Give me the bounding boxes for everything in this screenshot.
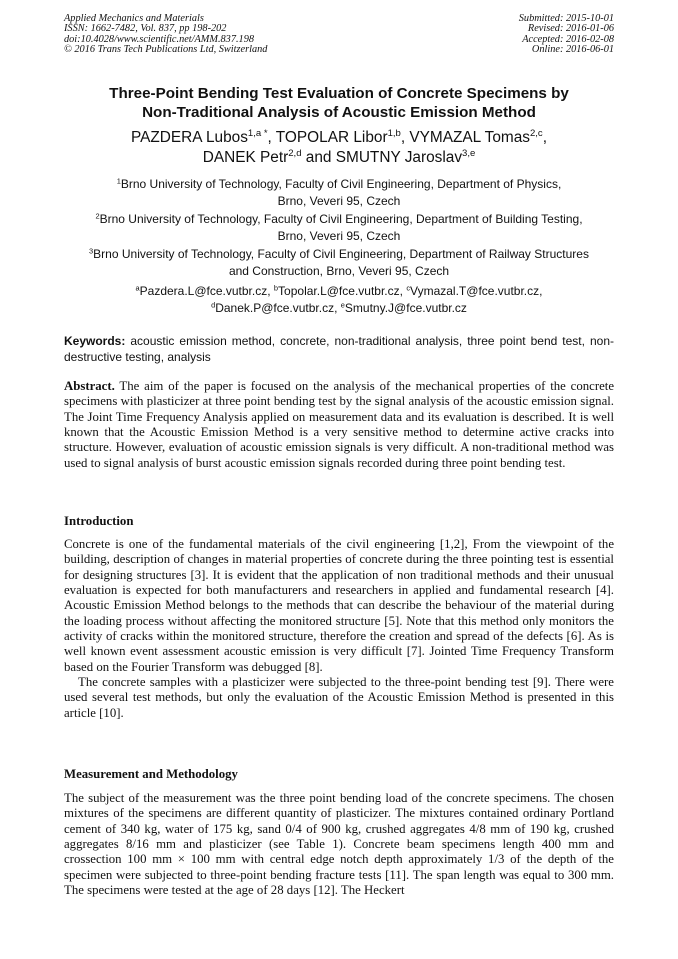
author-affil-sup: 1,a *	[247, 128, 268, 140]
author-affil-sup: 2,d	[288, 147, 302, 159]
email-link[interactable]: Pazdera.L@fce.vutbr.cz,	[139, 284, 271, 298]
affiliation-2	[64, 211, 614, 244]
email-link[interactable]: Smutny.J@fce.vutbr.cz	[344, 300, 467, 315]
email-line-1	[64, 283, 614, 300]
affiliation-line	[64, 176, 614, 193]
date-revised: Revised: 2016-01-06	[527, 23, 614, 35]
journal-doi: doi:10.4028/www.scientific.net/AMM.837.198	[64, 33, 254, 45]
affiliation-text: Brno, Veveri 95, Czech	[277, 228, 401, 243]
title-line-2: Non-Traditional Analysis of Acoustic Emission Method	[142, 104, 536, 121]
introduction-paragraph-2: The concrete samples with a plasticizer were subjected to the three-point bending test [9]. There were used several test methods, but only the evaluation of the Acoustic Emission Method is presented in this article [10].	[64, 675, 614, 720]
author-line-1	[64, 128, 614, 148]
methodology-heading: Measurement and Methodology	[64, 767, 238, 781]
journal-name: Applied Mechanics and Materials	[64, 13, 204, 24]
email-sup: a	[135, 283, 140, 293]
affiliation-number: 1	[116, 176, 121, 186]
affiliation-3	[64, 246, 614, 279]
abstract	[64, 379, 614, 471]
methodology-body	[64, 791, 614, 898]
affiliation-text: Brno University of Technology, Faculty of Civil Engineering, Department of Physics,	[120, 177, 562, 191]
author-emails	[64, 283, 614, 316]
author-name: , TOPOLAR Libor	[267, 129, 388, 146]
affiliation-text: and Construction, Brno, Veveri 95, Czech	[228, 263, 450, 278]
affiliation-line	[64, 246, 614, 263]
author-name: PAZDERA Lubos	[131, 129, 248, 146]
email-sup: b	[273, 283, 279, 293]
affiliation-text: Brno University of Technology, Faculty of Civil Engineering, Department of Building Testing,	[99, 212, 583, 226]
introduction-heading: Introduction	[64, 514, 134, 528]
affiliation-number: 3	[89, 246, 94, 256]
author-list	[64, 128, 614, 167]
email-line-2	[64, 300, 614, 317]
keywords-text: acoustic emission method, concrete, non-traditional analysis, three point bend test, non-destructive testing, analysis	[64, 334, 614, 364]
date-online: Online: 2016-06-01	[531, 44, 614, 56]
methodology-paragraph-1: The subject of the measurement was the three point bending load of the concrete specimens. The chosen mixtures of the specimens are different quantity of plasticizer. The mixtures contained ordinary Portland cement of 340 kg, water of 175 kg, sand 0/4 of 900 kg, crushed aggregates 4/8 mm of 190 kg, crushed aggregates 8/16 mm and plasticizer (see Table 1). Concrete beam specimens length 400 mm and crossection 100 mm × 100 mm with central edge notch depth approximately 1/3 of the depth of the specimen were subjected to three-point bending fracture tests [11]. The span length was equal to 300 mm. The specimens were tested at the age of 28 days [12]. The Heckert	[64, 791, 614, 898]
journal-copyright: © 2016 Trans Tech Publications Ltd, Switzerland	[64, 44, 268, 56]
date-submitted: Submitted: 2015-10-01	[518, 13, 614, 24]
journal-issn: ISSN: 1662-7482, Vol. 837, pp 198-202	[64, 23, 227, 35]
author-separator: ,	[542, 129, 547, 146]
affiliation-1	[64, 176, 614, 209]
paper-title	[64, 84, 614, 122]
email-sup: e	[340, 299, 345, 309]
email-link[interactable]: Topolar.L@fce.vutbr.cz,	[278, 284, 403, 298]
abstract-label: Abstract.	[64, 379, 115, 393]
affiliation-number: 2	[95, 211, 100, 221]
email-link[interactable]: Danek.P@fce.vutbr.cz,	[215, 300, 338, 315]
keywords-label: Keywords:	[64, 334, 126, 348]
affiliation-text: Brno, Veveri 95, Czech	[277, 193, 401, 208]
author-name: and SMUTNY Jaroslav	[301, 148, 463, 166]
abstract-paragraph	[64, 379, 614, 471]
abstract-text: The aim of the paper is focused on the analysis of the mechanical properties of the concrete specimens with plasticizer at three point bending test by the signal analysis of the acoustic emission signal. The Joint Time Frequency Analysis applied on measurement data and its evaluation is described. It is well known that the Acoustic Emission Method is a very sensitive method to determine active cracks into structure. However, evaluation of acoustic emission signals is very difficult. A non-traditional method was used to signal analysis of burst acoustic emission signals recorded during three point bending test.	[64, 379, 614, 470]
email-sup: d	[211, 299, 216, 309]
author-affil-sup: 2,c	[529, 128, 543, 140]
introduction-paragraph-1: Concrete is one of the fundamental materials of the civil engineering [1,2], From the viewpoint of the building, description of changes in material properties of concrete during the three pointing test is essential for designing structures [3]. It is evident that the application of non traditional methods and their unusual evaluation is expected for both manufacturers and researchers in applied and fundamental research [4]. Acoustic Emission Method belongs to the methods that can describe the behaviour of the material during the loading process without affecting the monitored structure [5]. Note that this method only monitors the activity of cracks within the monitored structure, therefore the creation and spread of the defects [6]. As is well known event assessment acoustic emission is very difficult [7]. Jointed Time Frequency Transform based on the Fourier Transform was debugged [8].	[64, 537, 614, 674]
author-affil-sup: 1,b	[387, 128, 401, 140]
date-accepted: Accepted: 2016-02-08	[522, 33, 614, 45]
introduction-body	[64, 537, 614, 721]
author-name: , VYMAZAL Tomas	[400, 129, 530, 146]
journal-info	[64, 14, 267, 56]
email-sup: c	[406, 283, 411, 293]
email-link[interactable]: Vymazal.T@fce.vutbr.cz,	[410, 284, 543, 298]
author-name: DANEK Petr	[202, 148, 289, 166]
affiliation-text: Brno University of Technology, Faculty of Civil Engineering, Department of Railway Structures	[93, 247, 589, 261]
author-line-2	[64, 148, 614, 168]
author-affil-sup: 3,e	[462, 147, 476, 159]
keywords	[64, 334, 614, 365]
publication-dates	[519, 14, 614, 56]
affiliation-line	[64, 211, 614, 228]
title-line-1: Three-Point Bending Test Evaluation of Concrete Specimens by	[109, 85, 569, 102]
